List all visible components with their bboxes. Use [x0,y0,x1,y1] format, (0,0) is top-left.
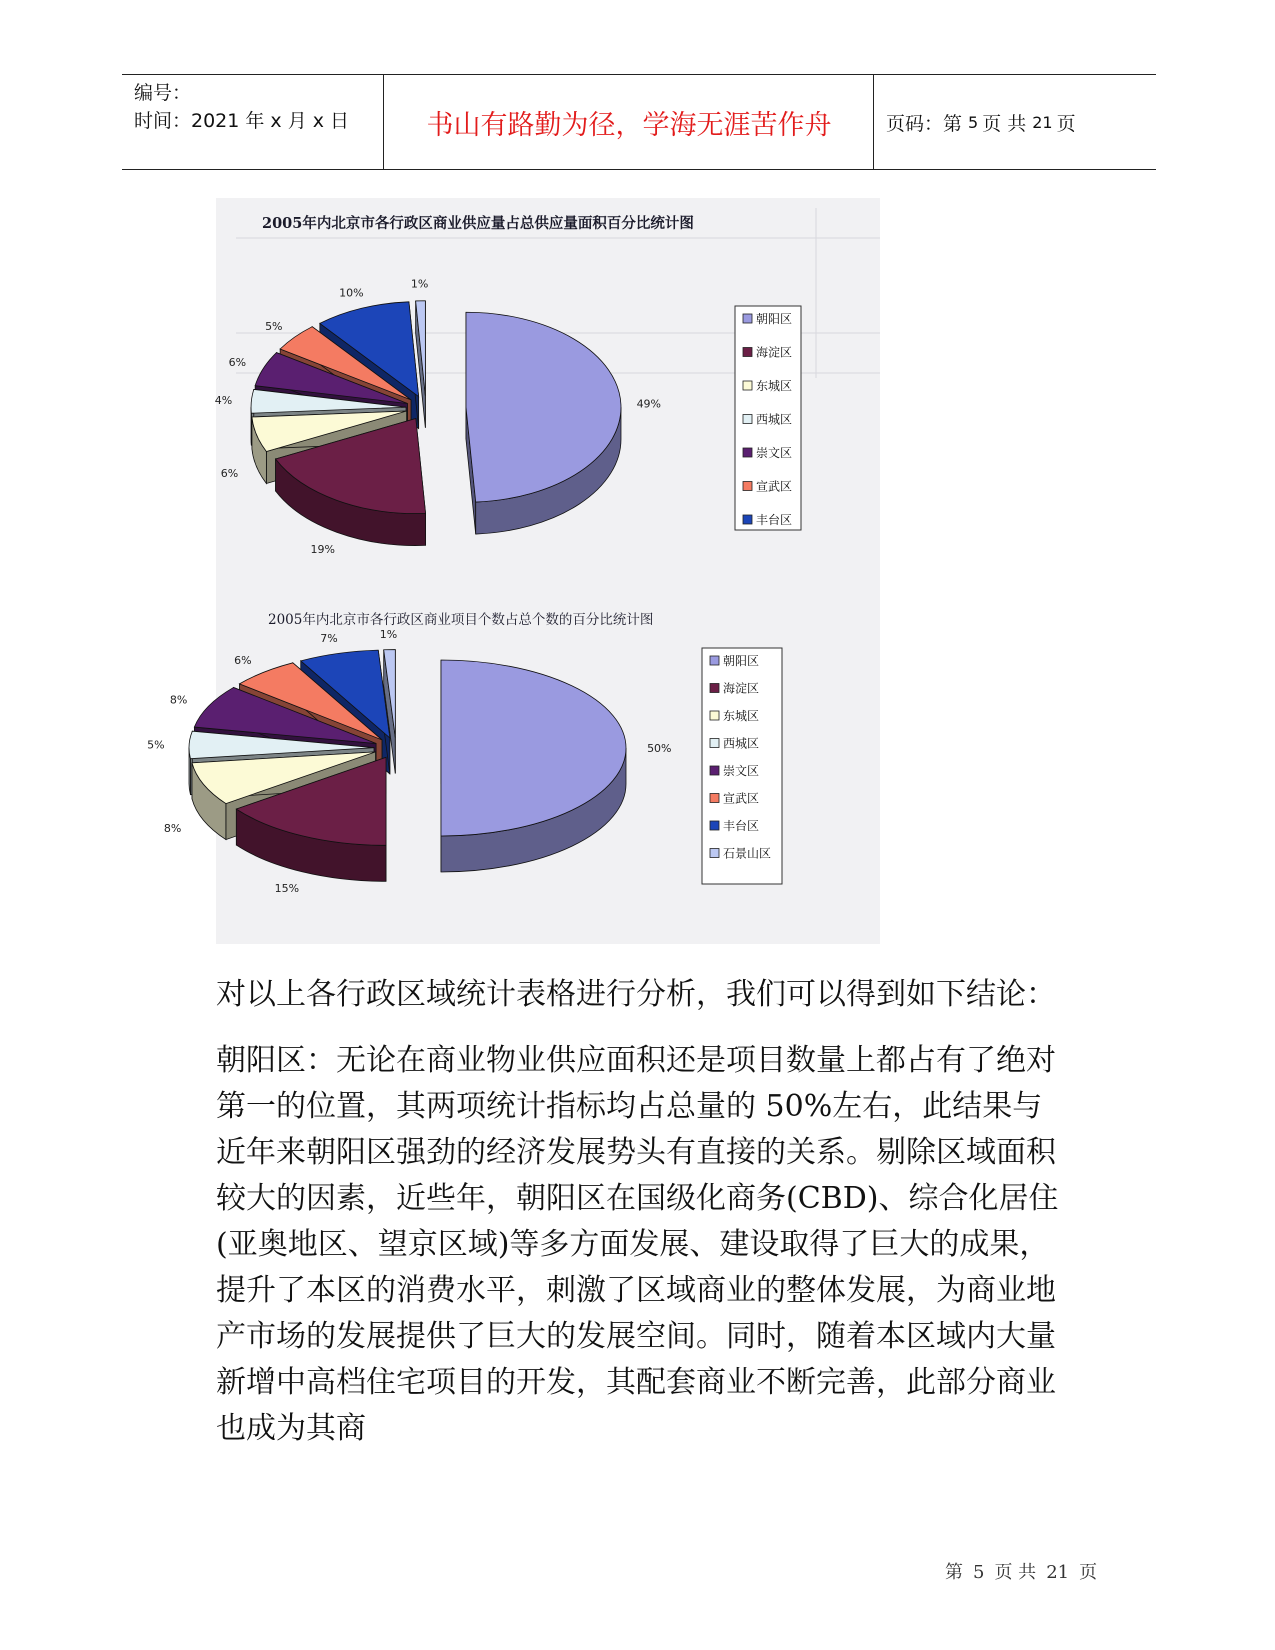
pie-label-东城区: 8% [163,822,182,836]
chart2-title: 2005年内北京市各行政区商业项目个数占总个数的百分比统计图 [268,612,654,628]
page-header [122,74,1156,170]
legend-swatch [710,766,719,775]
legend-swatch [743,348,752,357]
number-label: 编号： [134,82,192,104]
page-number: 5 [968,112,979,132]
legend-item: 西城区 [723,736,760,751]
legend-item: 海淀区 [723,681,760,696]
page-prefix: 页码：第 [886,112,963,135]
footer-prefix: 第 [945,1562,963,1583]
legend-item: 石景山区 [723,846,772,861]
page-total: 21 [1032,112,1053,132]
date-label: 时间：2021 年 x 月 x 日 [134,110,350,132]
legend-item: 宣武区 [723,791,760,806]
legend-swatch [743,314,752,323]
legend-item: 崇文区 [756,446,793,460]
legend-item: 朝阳区 [756,312,793,326]
page-suffix: 页 [1056,112,1076,135]
footer-page-total: 21 [1046,1562,1070,1583]
chart2-pie [147,628,671,895]
pie-label-石景山区: 1% [410,277,429,291]
legend-item: 海淀区 [756,345,793,360]
legend-swatch [743,415,752,424]
pie-label-西城区: 5% [147,738,165,752]
chart2-legend [702,648,782,884]
pie-label-崇文区: 6% [228,356,247,370]
chaoyang-analysis: 朝阳区：无论在商业物业供应面积还是项目数量上都占有了绝对第一的位置，其两项统计指标均占总量的 50%左右，此结果与近年来朝阳区强劲的经济发展势头有直接的关系。剔除区域面积较大的因素，近些年，朝阳区在国级化商务(CBD)、综合化居住(亚奥地区、望京区域)等多方面发展、建设取得了巨大的成果，提升了本区的消费水平，刺激了区域商业的整体发展，为商业地产市场的发展提供了巨大的发展空间。同时，随着本区域内大量新增中高档住宅项目的开发，其配套商业不断完善，此部分商业也成为其商 [216,1043,1059,1446]
chart1-title: 2005年内北京市各行政区商业供应量占总供应量面积百分比统计图 [262,215,694,232]
chart1-legend [735,306,801,530]
charts-svg [147,198,880,944]
pie-label-宣武区: 6% [234,653,252,667]
legend-swatch [710,739,719,748]
pie-label-石景山区: 1% [379,627,398,641]
body-text [216,972,1066,1452]
legend-item: 丰台区 [756,513,793,527]
legend-swatch [710,849,719,858]
footer-page-number: 5 [973,1562,985,1583]
footer-suffix: 页 [1079,1562,1098,1583]
page-mid: 页 共 [982,112,1027,135]
legend-swatch [743,448,752,457]
legend-item: 丰台区 [723,819,760,833]
legend-swatch [743,381,752,390]
legend-swatch [743,482,752,491]
header-page-info [874,75,1156,169]
legend-swatch [710,684,719,693]
pie-label-朝阳区: 49% [636,397,662,411]
pie-label-海淀区: 19% [310,543,335,557]
page-footer [940,1558,1102,1584]
header-left-cell [122,75,384,169]
legend-swatch [710,794,719,803]
chart1-pie [215,278,661,556]
legend-item: 西城区 [756,412,793,427]
footer-mid: 页 共 [994,1562,1037,1583]
pie-label-崇文区: 8% [169,693,188,707]
pie-label-丰台区: 7% [320,632,338,646]
pie-label-朝阳区: 50% [647,742,672,755]
chart-figure [147,198,880,944]
conclusion-intro: 对以上各行政区域统计表格进行分析，我们可以得到如下结论： [216,977,1056,1012]
legend-item: 崇文区 [723,764,760,778]
pie-label-丰台区: 10% [339,286,364,300]
legend-item: 宣武区 [756,479,793,494]
header-motto: 书山有路勤为径，学海无涯苦作舟 [385,75,874,169]
legend-item: 朝阳区 [723,654,760,668]
legend-swatch [710,821,719,830]
pie-label-宣武区: 5% [265,319,283,333]
legend-item: 东城区 [756,379,793,393]
pie-slice-朝阳区 [466,312,621,534]
pie-label-西城区: 4% [214,394,233,408]
pie-label-东城区: 6% [220,466,239,480]
pie-slice-朝阳区 [441,660,626,872]
legend-swatch [710,656,719,665]
legend-swatch [743,515,752,524]
legend-item: 东城区 [723,709,760,723]
pie-label-海淀区: 15% [274,881,300,895]
legend-swatch [710,711,719,720]
